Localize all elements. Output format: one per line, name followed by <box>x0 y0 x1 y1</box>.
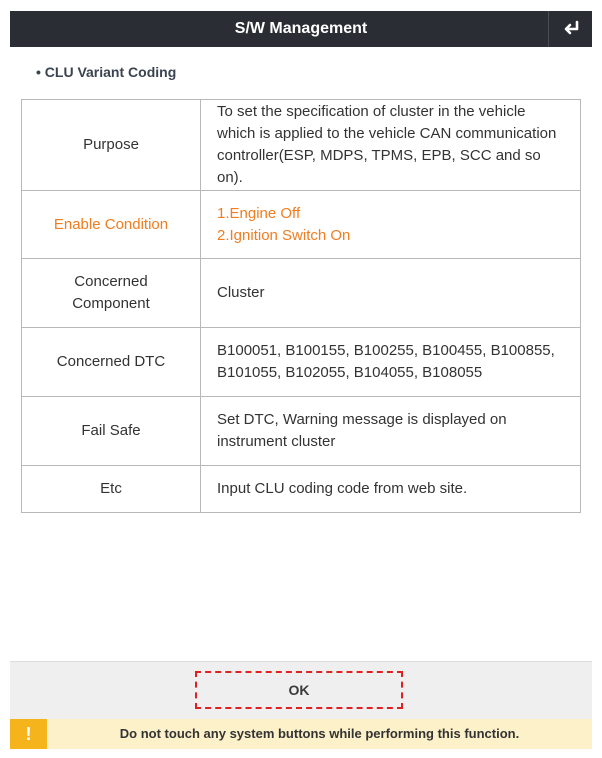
row-value <box>201 466 581 513</box>
row-label: Etc <box>22 466 201 513</box>
row-value <box>201 397 581 466</box>
section-title: • CLU Variant Coding <box>36 64 177 80</box>
row-label: Concerned DTC <box>22 328 201 397</box>
value-line: 1.Engine Off <box>217 204 301 222</box>
ok-button[interactable]: OK <box>195 671 403 709</box>
row-label <box>22 259 201 328</box>
table-row <box>22 191 581 259</box>
table-row <box>22 466 581 513</box>
value-line: To set the specification of cluster in the vehicle <box>217 103 526 120</box>
value-line: which is applied to the vehicle CAN communication <box>217 125 557 142</box>
title-bar <box>10 11 592 47</box>
value-line: Cluster <box>217 284 265 301</box>
value-line: B101055, B102055, B104055, B108055 <box>217 364 483 381</box>
page-title: S/W Management <box>234 20 368 37</box>
row-label: Enable Condition <box>22 191 201 259</box>
back-button[interactable] <box>548 11 592 47</box>
value-line: B100051, B100155, B100255, B100455, B100855, <box>217 342 555 359</box>
row-value <box>201 328 581 397</box>
button-bar <box>10 661 592 719</box>
label-line: Component <box>72 295 150 312</box>
value-line: Set DTC, Warning message is displayed on <box>217 411 507 428</box>
value-line: controller(ESP, MDPS, TPMS, EPB, SCC and so on). <box>217 147 541 186</box>
row-value <box>201 259 581 328</box>
table-row <box>22 328 581 397</box>
value-line: Input CLU coding code from web site. <box>217 480 468 497</box>
warning-bar <box>10 719 592 749</box>
value-line: 2.Ignition Switch On <box>217 226 351 244</box>
row-label: Fail Safe <box>22 397 201 466</box>
info-table <box>21 99 581 513</box>
row-value <box>201 191 581 259</box>
table-row <box>22 100 581 191</box>
return-arrow-icon <box>561 20 581 38</box>
exclamation-icon: ! <box>10 719 47 749</box>
table-row <box>22 397 581 466</box>
label-line: Concerned <box>74 273 148 290</box>
row-label: Purpose <box>22 100 201 191</box>
row-value <box>201 100 581 191</box>
warning-message: Do not touch any system buttons while performing this function. <box>119 726 520 741</box>
table-row <box>22 259 581 328</box>
value-line: instrument cluster <box>217 433 336 450</box>
